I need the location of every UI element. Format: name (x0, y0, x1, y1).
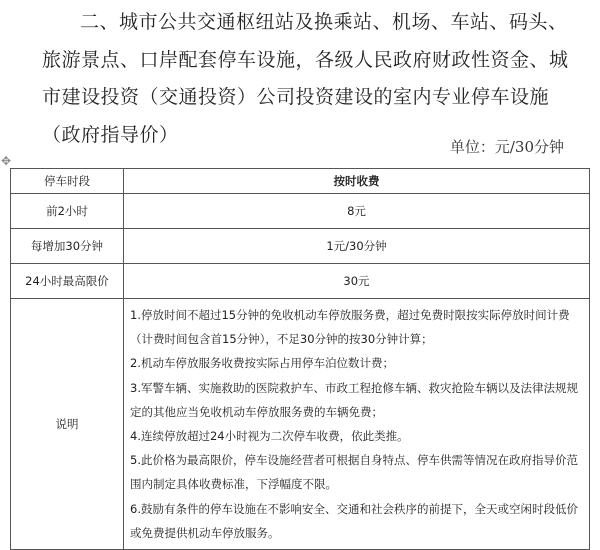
table-row (11, 264, 590, 299)
table-row (11, 194, 590, 229)
notes-row (11, 299, 590, 550)
period-cell: 前2小时 (11, 194, 124, 229)
period-cell: 每增加30分钟 (11, 229, 124, 264)
notes-label: 说明 (11, 299, 124, 550)
body-paragraph: 二、城市公共交通枢纽站及换乘站、机场、车站、码头、旅游景点、口岸配套停车设施，各级人民政府财政性资金、城市建设投资（交通投资）公司投资建设的室内专业停车设施（政府指导价） (42, 11, 569, 146)
table-header-row (11, 169, 590, 194)
period-cell: 24小时最高限价 (11, 264, 124, 299)
unit-label: 单位：元/30分钟 (449, 138, 564, 156)
fee-cell: 1元/30分钟 (124, 229, 590, 264)
table-row (11, 229, 590, 264)
parking-fee-table (10, 168, 590, 550)
note-item: 3.军警车辆、实施救助的医院救护车、市政工程抢修车辆、救灾抢险车辆以及法律法规规定的其他应当免收机动车停放服务费的车辆免费； (130, 380, 578, 419)
note-item: 5.此价格为最高限价，停车设施经营者可根据自身特点、停车供需等情况在政府指导价范围内制定具体收费标准，下浮幅度不限。 (130, 453, 578, 492)
notes-cell (124, 299, 590, 550)
note-item: 2.机动车停放服务收费按实际占用停车泊位数计费； (130, 356, 394, 371)
fee-cell: 8元 (124, 194, 590, 229)
note-item: 6.鼓励有条件的停车设施在不影响安全、交通和社会秩序的前提下，全天或空闲时段低价或免费提供机动车停放服务。 (130, 501, 578, 540)
note-item: 4.连续停放超过24小时视为二次停车收费，依此类推。 (130, 429, 409, 444)
fee-cell: 30元 (124, 264, 590, 299)
move-handle-icon[interactable]: ✥ (1, 154, 12, 168)
header-period: 停车时段 (11, 169, 124, 194)
header-fee: 按时收费 (124, 169, 590, 194)
note-item: 1.停放时间不超过15分钟的免收机动车停放服务费，超过免费时限按实际停放时间计费（计费时间包含首15分钟），不足30分钟的按30分钟计算； (130, 308, 570, 347)
